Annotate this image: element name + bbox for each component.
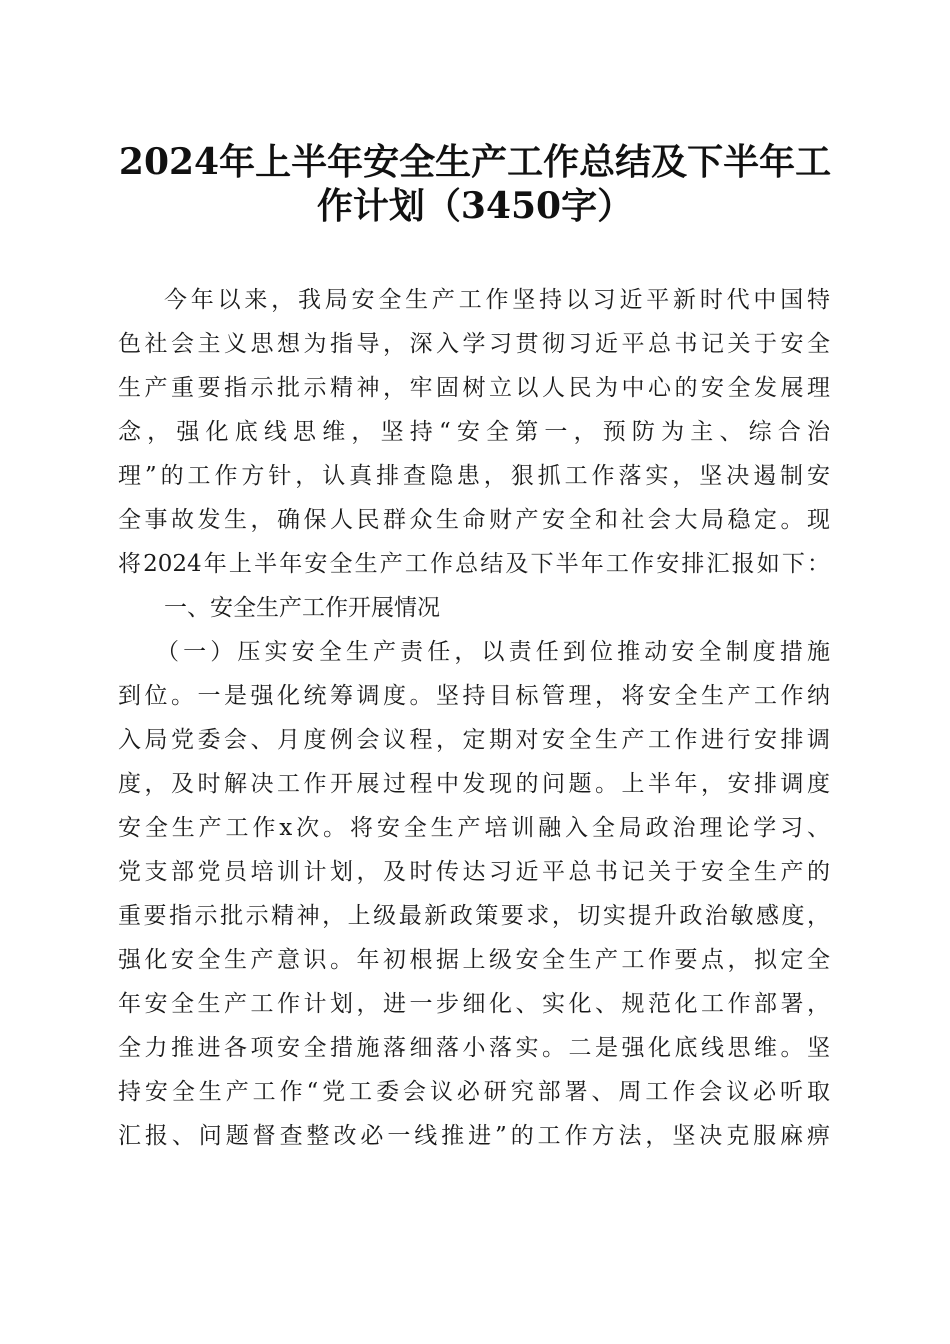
paragraph-line: 汇报、问题督查整改必一线推进”的工作方法，坚决克服麻痹 <box>118 1123 830 1149</box>
paragraph-line: 党支部党员培训计划，及时传达习近平总书记关于安全生产的 <box>118 859 830 885</box>
paragraph-line: 重要指示批示精神，上级最新政策要求，切实提升政治敏感度， <box>118 903 830 929</box>
paragraph-line: 全事故发生，确保人民群众生命财产安全和社会大局稳定。现 <box>118 507 830 533</box>
paragraph-line: 色社会主义思想为指导，深入学习贯彻习近平总书记关于安全 <box>118 331 830 357</box>
paragraph-line: 念，强化底线思维，坚持“安全第一，预防为主、综合治 <box>118 419 830 445</box>
paragraph-line: 强化安全生产意识。年初根据上级安全生产工作要点，拟定全 <box>118 947 830 973</box>
paragraph-line: 到位。一是强化统筹调度。坚持目标管理，将安全生产工作纳 <box>118 683 830 709</box>
paragraph-line: 生产重要指示批示精神，牢固树立以人民为中心的安全发展理 <box>118 375 830 401</box>
paragraph-line: 理”的工作方针，认真排查隐患，狠抓工作落实，坚决遏制安 <box>118 463 830 489</box>
paragraph-line: 安全生产工作x次。将安全生产培训融入全局政治理论学习、 <box>118 815 830 841</box>
paragraph-line: （一）压实安全生产责任，以责任到位推动安全制度措施 <box>156 639 830 665</box>
paragraph-line: 将2024年上半年安全生产工作总结及下半年工作安排汇报如下： <box>118 551 830 577</box>
paragraph-line: 年安全生产工作计划，进一步细化、实化、规范化工作部署， <box>118 991 830 1017</box>
title-line-2: 作计划（3450字） <box>316 185 634 227</box>
paragraph-line: 度，及时解决工作开展过程中发现的问题。上半年，安排调度 <box>118 771 830 797</box>
title-line-1: 2024年上半年安全生产工作总结及下半年工 <box>118 141 832 183</box>
paragraph-line: 今年以来，我局安全生产工作坚持以习近平新时代中国特 <box>164 287 830 313</box>
paragraph-line: 入局党委会、月度例会议程，定期对安全生产工作进行安排调 <box>118 727 830 753</box>
intro-paragraph <box>118 278 830 586</box>
section-heading: 一、安全生产工作开展情况 <box>164 595 440 621</box>
document-body <box>118 278 830 1158</box>
paragraph-line: 全力推进各项安全措施落细落小落实。二是强化底线思维。坚 <box>118 1035 830 1061</box>
section-paragraph <box>118 630 830 1158</box>
document-title <box>110 140 840 228</box>
paragraph-line: 持安全生产工作“党工委会议必研究部署、周工作会议必听取 <box>118 1079 830 1105</box>
